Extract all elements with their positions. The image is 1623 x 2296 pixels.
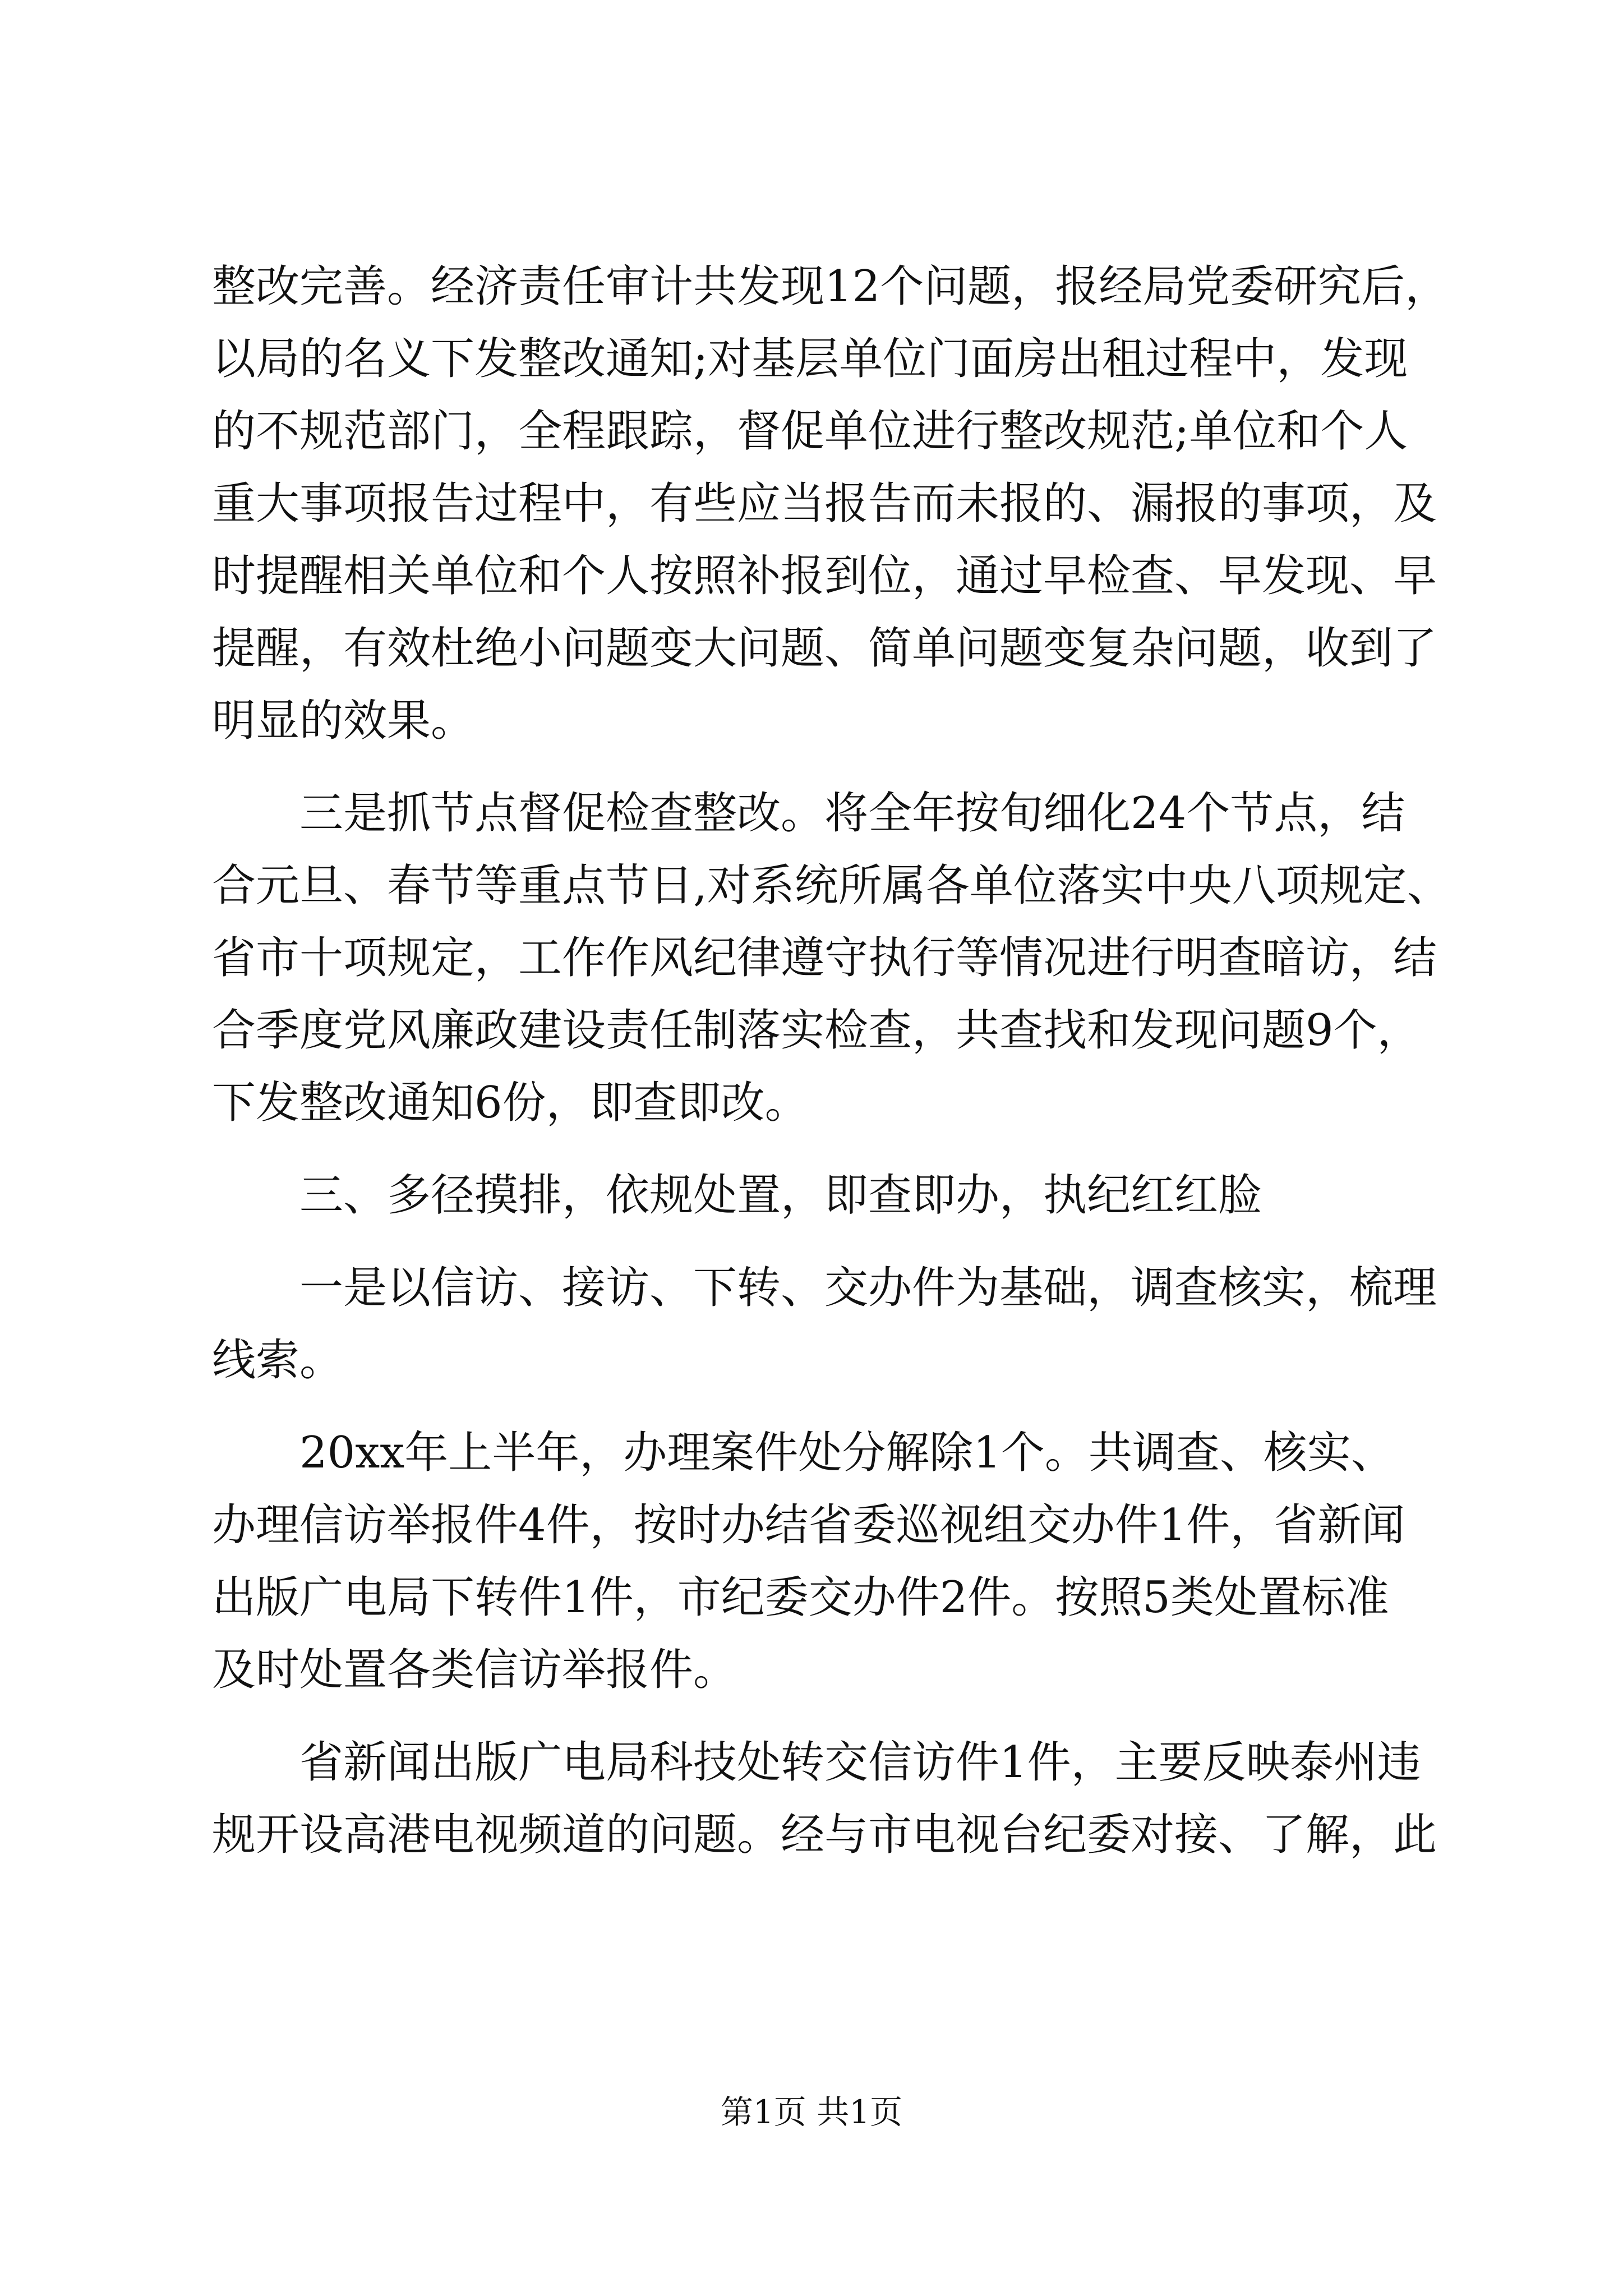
page-footer: 第1页 共1页 [720,2093,903,2131]
text-line: 的不规范部门，全程跟踪，督促单位进行整改规范;单位和个人 [212,406,1408,457]
text-line: 省市十项规定，工作作风纪律遵守执行等情况进行明查暗访，结 [212,933,1437,983]
text-line: 规开设高港电视频道的问题。经与市电视台纪委对接、了解，此 [212,1810,1437,1860]
document-body [212,251,1451,1871]
text-line: 线索。 [212,1335,344,1386]
text-line: 办理信访举报件4件，按时办结省委巡视组交办件1件，省新闻 [212,1500,1405,1550]
text-line: 以局的名义下发整改通知;对基层单位门面房出租过程中，发现 [212,334,1408,384]
paragraph-start-line: 一是以信访、接访、下转、交办件为基础，调查核实，梳理 [299,1263,1437,1313]
paragraph-start-line: 三是抓节点督促检查整改。将全年按旬细化24个节点，结 [299,788,1405,839]
text-line: 重大事项报告过程中，有些应当报告而未报的、漏报的事项，及 [212,478,1437,529]
text-line: 时提醒相关单位和个人按照补报到位，通过早检查、早发现、早 [212,551,1437,601]
text-line: 下发整改通知6份，即查即改。 [212,1078,809,1128]
text-line: 合季度党风廉政建设责任制落实检查，共查找和发现问题9个， [212,1005,1421,1056]
text-line: 明显的效果。 [212,696,475,746]
paragraph-start-line: 省新闻出版广电局科技处转交信访件1件，主要反映泰州违 [299,1737,1421,1788]
text-line: 合元旦、春节等重点节日,对系统所属各单位落实中央八项规定、 [212,861,1451,911]
paragraph-start-line: 20xx年上半年，办理案件处分解除1个。共调查、核实、 [299,1428,1395,1478]
text-line: 及时处置各类信访举报件。 [212,1645,737,1695]
section-heading: 三、多径摸排，依规处置，即查即办，执纪红红脸 [299,1170,1262,1221]
text-line: 提醒，有效杜绝小问题变大问题、简单问题变复杂问题，收到了 [212,623,1437,674]
text-line: 整改完善。经济责任审计共发现12个问题，报经局党委研究后， [212,261,1449,312]
text-line: 出版广电局下转件1件，市纪委交办件2件。按照5类处置标准 [212,1572,1389,1623]
